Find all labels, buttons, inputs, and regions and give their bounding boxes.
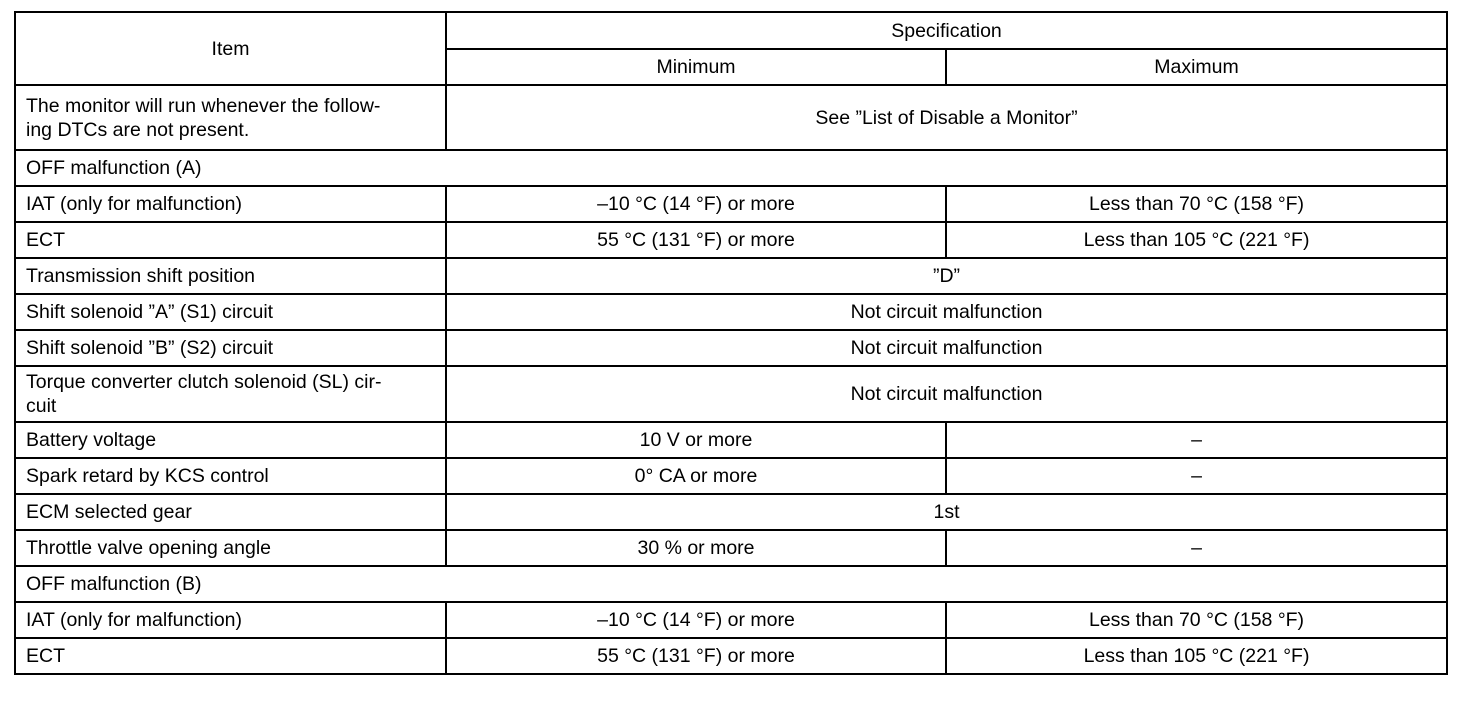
- table-row: [15, 638, 1447, 674]
- row-merged-value: ”D”: [446, 258, 1447, 294]
- section-row: [15, 566, 1447, 602]
- row-item: Shift solenoid ”B” (S2) circuit: [15, 330, 446, 366]
- row-max: –: [946, 458, 1447, 494]
- table-row: [15, 422, 1447, 458]
- header-row: [15, 12, 1447, 49]
- specification-table: [14, 11, 1448, 675]
- table-row: [15, 222, 1447, 258]
- row-max: Less than 70 °C (158 °F): [946, 602, 1447, 638]
- row-item-line: cuit: [26, 395, 57, 417]
- row-item-line: Torque converter clutch solenoid (SL) cir-: [26, 371, 382, 393]
- row-item: Throttle valve opening angle: [15, 530, 446, 566]
- table-row: [15, 186, 1447, 222]
- row-max: –: [946, 422, 1447, 458]
- row-item: IAT (only for malfunction): [15, 186, 446, 222]
- table-row: [15, 258, 1447, 294]
- row-item: Shift solenoid ”A” (S1) circuit: [15, 294, 446, 330]
- row-item-line: ing DTCs are not present.: [26, 118, 250, 141]
- row-item: Transmission shift position: [15, 258, 446, 294]
- row-merged-value: 1st: [446, 494, 1447, 530]
- row-max: Less than 105 °C (221 °F): [946, 638, 1447, 674]
- row-min: 55 °C (131 °F) or more: [446, 222, 946, 258]
- row-max: Less than 70 °C (158 °F): [946, 186, 1447, 222]
- row-max: –: [946, 530, 1447, 566]
- section-title: OFF malfunction (A): [15, 150, 1447, 186]
- table-row: [15, 85, 1447, 150]
- row-min: –10 °C (14 °F) or more: [446, 186, 946, 222]
- row-merged-value: See ”List of Disable a Monitor”: [446, 85, 1447, 150]
- row-merged-value: Not circuit malfunction: [446, 330, 1447, 366]
- row-item: Battery voltage: [15, 422, 446, 458]
- row-item: Spark retard by KCS control: [15, 458, 446, 494]
- section-row: [15, 150, 1447, 186]
- row-min: 0° CA or more: [446, 458, 946, 494]
- header-item: Item: [15, 12, 446, 85]
- table-row: [15, 366, 1447, 422]
- table-row: [15, 458, 1447, 494]
- row-min: 10 V or more: [446, 422, 946, 458]
- row-item: ECT: [15, 222, 446, 258]
- section-title: OFF malfunction (B): [15, 566, 1447, 602]
- row-min: 30 % or more: [446, 530, 946, 566]
- row-item: IAT (only for malfunction): [15, 602, 446, 638]
- row-min: –10 °C (14 °F) or more: [446, 602, 946, 638]
- header-maximum: Maximum: [946, 49, 1447, 85]
- table-row: [15, 530, 1447, 566]
- row-item: [15, 366, 446, 422]
- row-item-line: The monitor will run whenever the follow-: [26, 94, 381, 117]
- row-item: ECT: [15, 638, 446, 674]
- row-merged-value: Not circuit malfunction: [446, 294, 1447, 330]
- row-item: ECM selected gear: [15, 494, 446, 530]
- row-min: 55 °C (131 °F) or more: [446, 638, 946, 674]
- header-specification: Specification: [446, 12, 1447, 49]
- row-item: [15, 85, 446, 150]
- row-max: Less than 105 °C (221 °F): [946, 222, 1447, 258]
- table-row: [15, 330, 1447, 366]
- table-row: [15, 294, 1447, 330]
- header-minimum: Minimum: [446, 49, 946, 85]
- table-row: [15, 494, 1447, 530]
- row-merged-value: Not circuit malfunction: [446, 366, 1447, 422]
- table-row: [15, 602, 1447, 638]
